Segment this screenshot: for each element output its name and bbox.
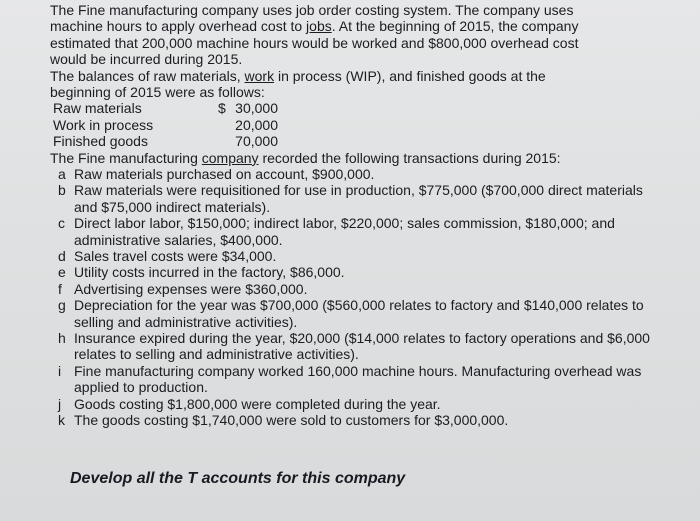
- transaction-line: Depreciation for the year was $700,000 ($560,000 relates to factory and $140,000 relates to: [74, 297, 644, 314]
- balance-label: Raw materials: [53, 100, 142, 117]
- balance-amount: 70,000: [235, 133, 278, 150]
- intro-line: beginning of 2015 were as follows:: [50, 84, 265, 101]
- transaction-letter: h: [58, 330, 66, 347]
- transaction-item: [58, 330, 690, 363]
- transaction-letter: d: [58, 248, 66, 265]
- transaction-line: The goods costing $1,740,000 were sold to customers for $3,000,000.: [74, 412, 509, 429]
- intro-line: estimated that 200,000 machine hours would be worked and $800,000 overhead cost: [50, 34, 579, 51]
- intro-line: would be incurred during 2015.: [50, 51, 243, 68]
- transaction-letter: a: [58, 166, 66, 183]
- transaction-letter: b: [58, 182, 66, 199]
- problem-text: [50, 2, 690, 429]
- transaction-item: [58, 215, 690, 248]
- beginning-balances: [53, 100, 690, 149]
- balance-row: [53, 133, 690, 149]
- transaction-line: relates to selling and administrative activities).: [74, 346, 359, 363]
- balance-row: [53, 100, 690, 116]
- intro-line: machine hours to apply overhead cost to jobs. At the beginning of 2015, the company: [50, 18, 579, 35]
- transaction-item: [58, 248, 690, 264]
- transaction-line: Sales travel costs were $34,000.: [74, 248, 277, 265]
- transaction-item: [58, 363, 690, 396]
- transaction-line: Direct labor labor, $150,000; indirect labor, $220,000; sales commission, $180,000; and: [74, 215, 615, 232]
- transaction-letter: k: [58, 412, 65, 429]
- transaction-item: [58, 166, 690, 182]
- underlined-word: jobs: [306, 18, 332, 35]
- transaction-line: Raw materials were requisitioned for use in production, $775,000 ($700,000 direct materials: [74, 182, 643, 199]
- balance-currency: [218, 133, 233, 149]
- intro-line: The Fine manufacturing company uses job order costing system. The company uses: [50, 2, 574, 18]
- transaction-line: administrative salaries, $400,000.: [74, 231, 283, 248]
- transaction-letter: e: [58, 264, 66, 281]
- transaction-list: [50, 166, 690, 429]
- balance-label: Finished goods: [53, 133, 148, 150]
- transaction-item: [58, 396, 690, 412]
- transaction-item: [58, 281, 690, 297]
- transaction-letter: i: [58, 362, 62, 379]
- balance-amount: 30,000: [235, 100, 278, 117]
- intro-line: The balances of raw materials, work in process (WIP), and finished goods at the: [50, 67, 546, 84]
- balance-currency: $: [218, 100, 226, 117]
- transaction-letter: j: [58, 395, 62, 412]
- transaction-line: selling and administrative activities).: [74, 313, 298, 330]
- transaction-item: [58, 182, 690, 215]
- transaction-line: Raw materials purchased on account, $900,000.: [74, 166, 375, 183]
- transaction-line: applied to production.: [74, 379, 208, 396]
- intro-paragraph: [50, 2, 690, 100]
- underlined-word: company: [201, 149, 259, 166]
- balance-amount: 20,000: [235, 116, 278, 133]
- balance-row: [53, 117, 690, 133]
- transactions-intro: The Fine manufacturing company recorded the following transactions during 2015:: [50, 149, 561, 166]
- transaction-line: Advertising expenses were $360,000.: [74, 280, 308, 297]
- task-instruction: Develop all the T accounts for this company: [70, 470, 406, 487]
- underlined-word: work: [244, 67, 275, 84]
- transaction-line: Fine manufacturing company worked 160,000 machine hours. Manufacturing overhead was: [74, 362, 642, 379]
- balance-label: Work in process: [53, 116, 154, 133]
- transaction-item: [58, 264, 690, 280]
- transaction-line: Insurance expired during the year, $20,000 ($14,000 relates to factory operations and $6,000: [74, 330, 650, 347]
- transaction-line: Goods costing $1,800,000 were completed during the year.: [74, 395, 441, 412]
- transaction-letter: g: [58, 297, 66, 314]
- transaction-letter: c: [58, 215, 65, 232]
- transaction-line: Utility costs incurred in the factory, $86,000.: [74, 264, 345, 281]
- transaction-letter: f: [58, 280, 62, 297]
- balance-currency: [218, 117, 233, 133]
- transaction-line: and $75,000 indirect materials).: [74, 198, 271, 215]
- transaction-item: [58, 297, 690, 330]
- transaction-item: [58, 412, 690, 428]
